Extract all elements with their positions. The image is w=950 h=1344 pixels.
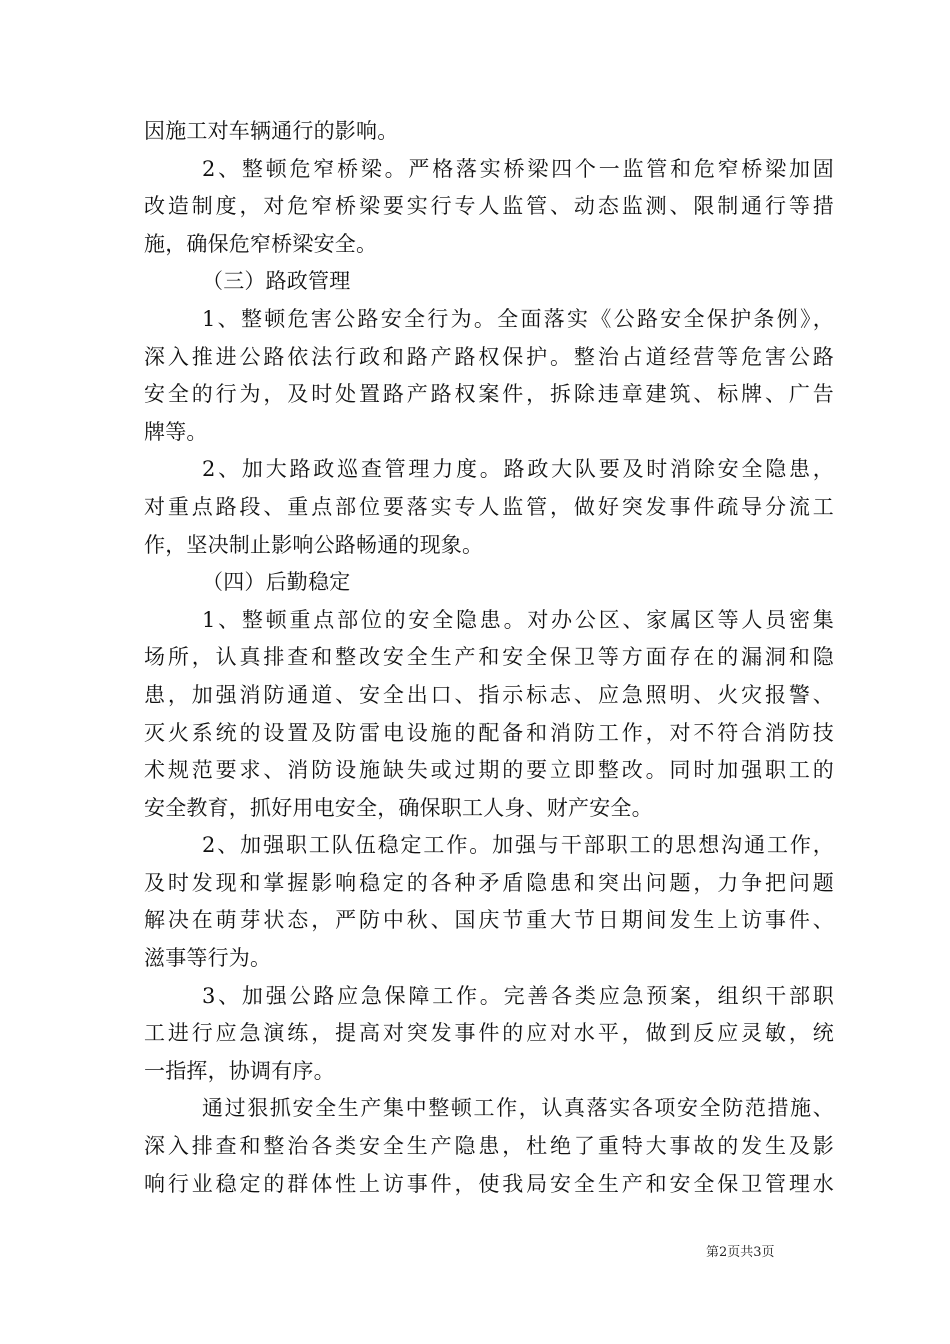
- text-line: 1、整顿重点部位的安全隐患。对办公区、家属区等人员密集: [202, 607, 834, 632]
- text-line: 2、加强职工队伍稳定工作。加强与干部职工的思想沟通工作，: [202, 833, 834, 858]
- text-line: 安全教育，抓好用电安全，确保职工人身、财产安全。: [144, 795, 653, 820]
- text-line: 响行业稳定的群体性上访事件，使我局安全生产和安全保卫管理水: [144, 1171, 834, 1196]
- page-number: 第2页共3页: [706, 1245, 775, 1260]
- text-line: 安全的行为，及时处置路产路权案件，拆除违章建筑、标牌、广告: [144, 382, 834, 407]
- text-line: 深入推进公路依法行政和路产路权保护。整治占道经营等危害公路: [144, 344, 834, 369]
- text-line: 深入排查和整治各类安全生产隐患，杜绝了重特大事故的发生及影: [144, 1134, 834, 1159]
- text-line: 因施工对车辆通行的影响。: [144, 119, 399, 143]
- text-line: 2、加大路政巡查管理力度。路政大队要及时消除安全隐患，: [202, 457, 834, 482]
- text-line: 2、整顿危窄桥梁。严格落实桥梁四个一监管和危窄桥梁加固: [202, 156, 834, 181]
- text-line: 及时发现和掌握影响稳定的各种矛盾隐患和突出问题，力争把问题: [144, 870, 834, 895]
- text-line: 一指挥，协调有序。: [144, 1058, 335, 1083]
- text-line: 3、加强公路应急保障工作。完善各类应急预案，组织干部职: [202, 983, 834, 1008]
- text-line: 通过狠抓安全生产集中整顿工作，认真落实各项安全防范措施、: [202, 1096, 834, 1121]
- text-line: （四）后勤稳定: [202, 570, 351, 595]
- text-line: 滋事等行为。: [144, 946, 272, 971]
- text-line: 作，坚决制止影响公路畅通的现象。: [144, 532, 484, 557]
- text-line: 灭火系统的设置及防雷电设施的配备和消防工作，对不符合消防技: [144, 720, 834, 745]
- text-line: 改造制度，对危窄桥梁要实行专人监管、动态监测、限制通行等措: [144, 194, 834, 219]
- text-line: 工进行应急演练，提高对突发事件的应对水平，做到反应灵敏，统: [144, 1021, 834, 1046]
- text-line: 场所，认真排查和整改安全生产和安全保卫等方面存在的漏洞和隐: [144, 645, 834, 670]
- text-line: 术规范要求、消防设施缺失或过期的要立即整改。同时加强职工的: [144, 758, 834, 783]
- text-line: （三）路政管理: [202, 269, 351, 294]
- text-line: 解决在萌芽状态，严防中秋、国庆节重大节日期间发生上访事件、: [144, 908, 834, 933]
- text-line: 患，加强消防通道、安全出口、指示标志、应急照明、火灾报警、: [144, 682, 834, 707]
- text-line: 对重点路段、重点部位要落实专人监管，做好突发事件疏导分流工: [144, 494, 834, 519]
- text-line: 牌等。: [144, 419, 208, 444]
- document-body: [144, 113, 834, 1203]
- text-line: 施，确保危窄桥梁安全。: [144, 231, 378, 256]
- text-line: 1、整顿危害公路安全行为。全面落实《公路安全保护条例》，: [202, 306, 834, 331]
